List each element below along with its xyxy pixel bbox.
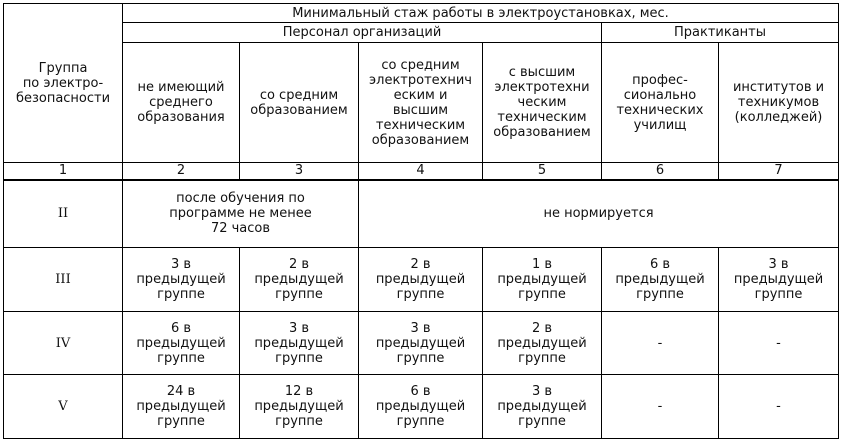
row-group-iii: [4, 248, 839, 312]
table-cell: [602, 375, 719, 439]
experience-table: [3, 3, 839, 439]
cell-text: -: [657, 399, 663, 414]
cell-text: 2 в предыдущей группе: [497, 320, 587, 366]
header-row-title: [4, 4, 839, 23]
col-header-secondary-electrotech-label: со средним электротехнич еским и высшим техническим образованием: [369, 57, 472, 148]
col-header-vocational-schools-label: профес- сионально технических училищ: [616, 72, 704, 133]
col-header-institutes-label: институтов и техникумов (колледжей): [732, 80, 825, 125]
table-cell: [123, 248, 240, 312]
table-cell: [240, 375, 359, 439]
group-header: [4, 4, 123, 163]
cell-text: 6 в предыдущей группе: [615, 257, 705, 302]
personnel-header: Персонал организаций: [123, 23, 602, 43]
col-header-secondary: [240, 43, 359, 163]
cell-text: -: [776, 335, 781, 351]
table-cell: [240, 248, 359, 312]
cell-text: 3 в предыдущей группе: [733, 257, 824, 302]
column-number: 6: [602, 163, 719, 180]
column-number: 5: [483, 163, 602, 180]
cell-text: 3 в предыдущей группе: [136, 257, 226, 302]
group-cell-v: V: [4, 375, 123, 439]
cell-text: 2 в предыдущей группе: [375, 257, 466, 302]
col-header-higher-electrotech-label: с высшим электротехни ческим техническим образованием: [493, 65, 591, 140]
table-cell: [602, 248, 719, 312]
row-group-iv: [4, 312, 839, 375]
table-cell: [483, 248, 602, 312]
training-requirement-cell: [123, 180, 359, 248]
cell-text: 1 в предыдущей группе: [497, 257, 587, 302]
row-group-ii: [4, 180, 839, 248]
table-cell: [719, 248, 839, 312]
cell-text: 24 в предыдущей группе: [136, 384, 226, 429]
table-cell: [483, 312, 602, 375]
group-cell-iv: IV: [4, 312, 123, 375]
row-group-v: [4, 375, 839, 439]
col-header-secondary-label: со средним образованием: [250, 87, 348, 118]
cell-text: 3 в предыдущей группе: [497, 384, 587, 429]
cell-text: 12 в предыдущей группе: [254, 384, 344, 429]
cell-text: 3 в предыдущей группе: [375, 320, 466, 366]
main-title: Минимальный стаж работы в электроустановках, мес.: [123, 4, 839, 23]
cell-text: -: [657, 335, 663, 351]
col-header-no-secondary-label: не имеющий среднего образования: [137, 80, 225, 125]
trainees-header: Практиканты: [602, 23, 839, 43]
col-header-no-secondary: [123, 43, 240, 163]
cell-text: 6 в предыдущей группе: [375, 384, 466, 429]
cell-text: 6 в предыдущей группе: [136, 320, 226, 366]
group-cell-iii: III: [4, 248, 123, 312]
table-cell: [123, 375, 240, 439]
group-header-label: Группа по электро- безопасности: [15, 60, 111, 106]
table-cell: [123, 312, 240, 375]
column-number: 4: [359, 163, 483, 180]
cell-text: 3 в предыдущей группе: [254, 320, 344, 366]
column-number: 7: [719, 163, 839, 180]
column-numbers-row: [4, 163, 839, 180]
col-header-vocational-schools: [602, 43, 719, 163]
column-number: 1: [4, 163, 123, 180]
table-cell: [719, 312, 839, 375]
not-regulated-cell: не нормируется: [359, 180, 839, 248]
col-header-institutes: [719, 43, 839, 163]
cell-text: 2 в предыдущей группе: [254, 257, 344, 302]
table-cell: [359, 312, 483, 375]
training-requirement-text: после обучения по программе не менее 72 часов: [169, 191, 312, 237]
table-cell: [240, 312, 359, 375]
header-row-columns: [4, 43, 839, 163]
group-cell-ii: II: [4, 180, 123, 248]
cell-text: -: [776, 399, 781, 414]
column-number: 3: [240, 163, 359, 180]
table-cell: [602, 312, 719, 375]
table-cell: [359, 248, 483, 312]
column-number: 2: [123, 163, 240, 180]
col-header-higher-electrotech: [483, 43, 602, 163]
table-cell: [359, 375, 483, 439]
table-cell: [483, 375, 602, 439]
table-cell: [719, 375, 839, 439]
col-header-secondary-electrotech: [359, 43, 483, 163]
header-row-categories: [4, 23, 839, 43]
